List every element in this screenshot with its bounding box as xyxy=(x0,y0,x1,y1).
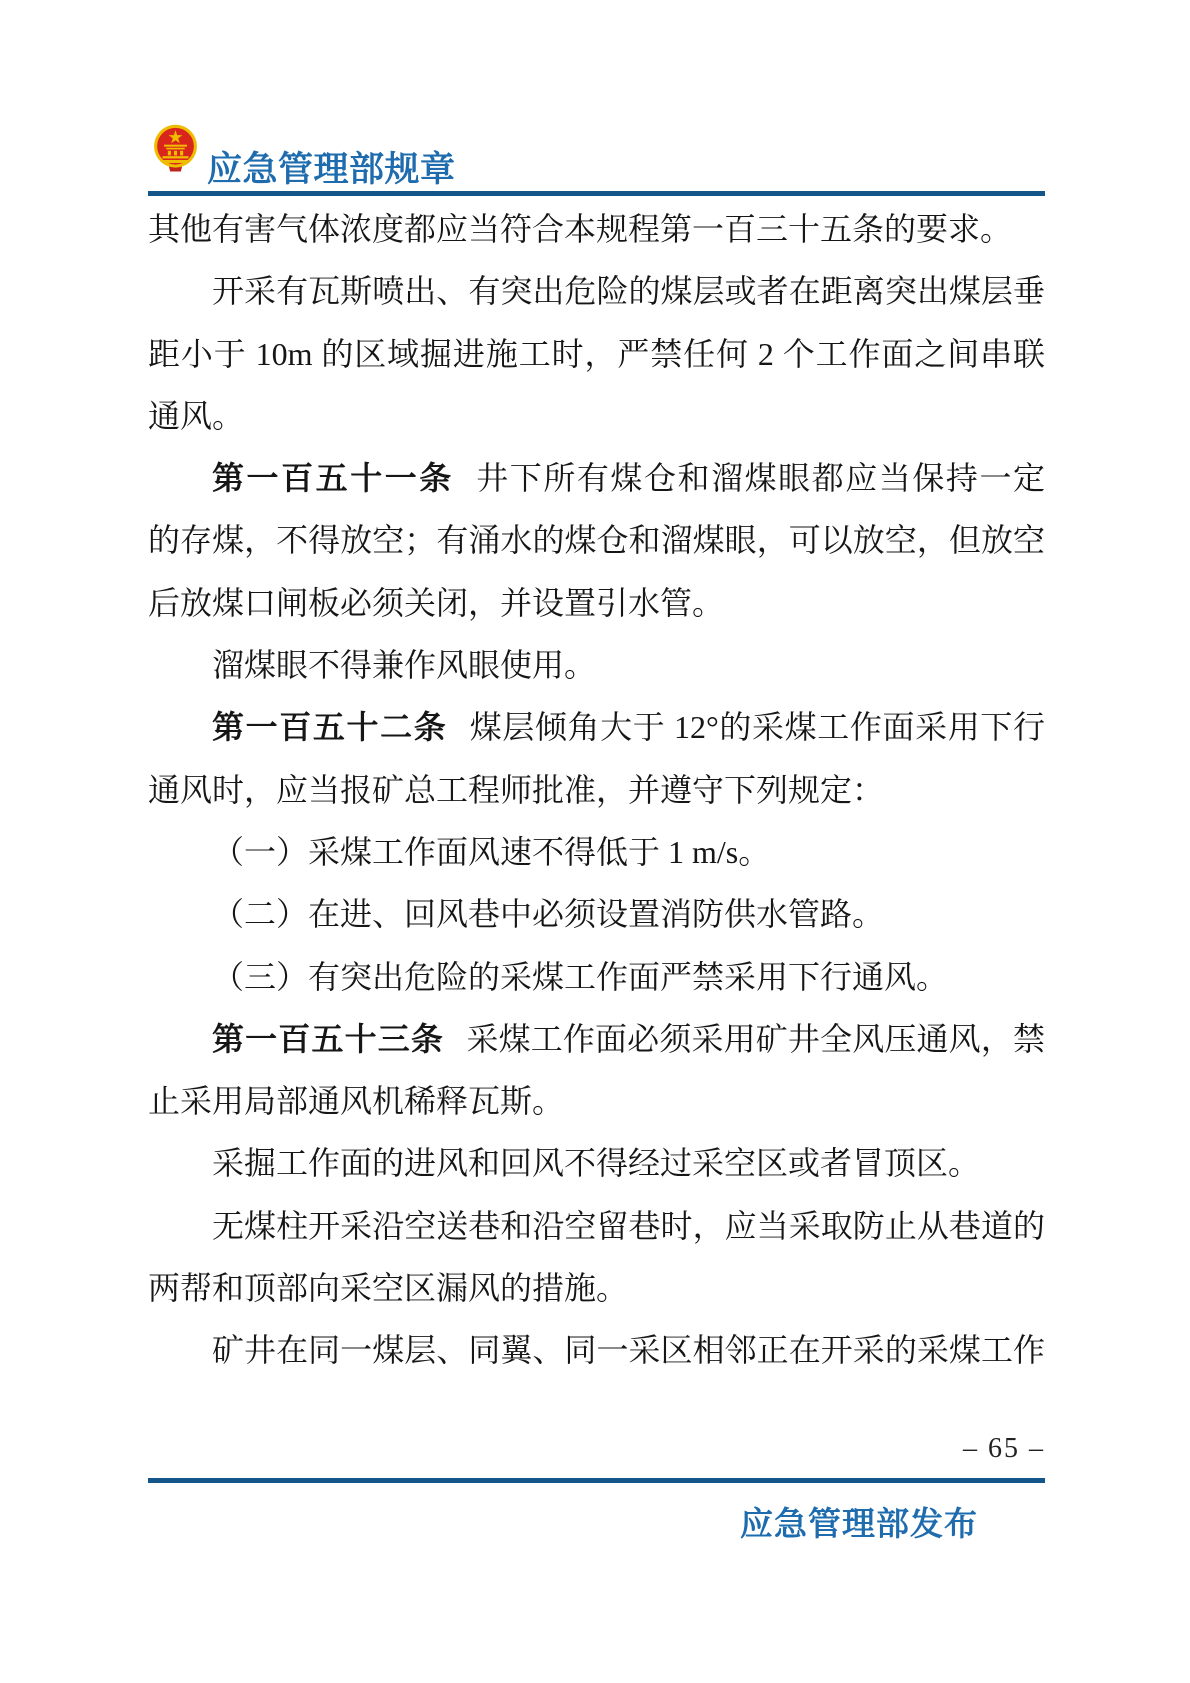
text-segment: 其他有害气体浓度都应当符合本规程第一百三十五条的要求。 xyxy=(148,211,1013,247)
body-line xyxy=(148,323,1045,385)
body-line xyxy=(148,1195,1045,1257)
body-line xyxy=(148,1257,1045,1319)
text-segment: 两帮和顶部向采空区漏风的措施。 xyxy=(148,1270,629,1307)
page-number: – 65 – xyxy=(963,1433,1045,1464)
body-line xyxy=(148,946,1045,1008)
page-title: 应急管理部规章 xyxy=(207,150,456,190)
body-line xyxy=(148,634,1045,696)
text-segment: 井下所有煤仓和溜煤眼都应当保持一定 xyxy=(476,460,1045,497)
body-line xyxy=(148,696,1045,758)
text-segment: （二）在进、回风巷中必须设置消防供水管路。 xyxy=(212,896,885,933)
body-line xyxy=(148,572,1045,634)
body-line xyxy=(148,1132,1045,1194)
text-segment: 溜煤眼不得兼作风眼使用。 xyxy=(212,647,597,684)
text-segment: 通风时，应当报矿总工程师批准，并遵守下列规定： xyxy=(148,771,885,808)
text-segment: 矿井在同一煤层、同翼、同一采区相邻正在开采的采煤工作 xyxy=(212,1332,1045,1369)
text-segment: 采煤工作面必须采用矿井全风压通风，禁 xyxy=(466,1020,1045,1057)
body-line xyxy=(148,759,1045,821)
text-segment: （三）有突出危险的采煤工作面严禁采用下行通风。 xyxy=(212,958,949,995)
text-segment: 距小于 10m 的区域掘进施工时，严禁任何 2 个工作面之间串联 xyxy=(148,335,1045,372)
body-line xyxy=(148,509,1045,571)
body-line xyxy=(148,1008,1045,1070)
body-line xyxy=(148,198,1045,260)
text-segment: （一）采煤工作面风速不得低于 1 m/s。 xyxy=(212,833,771,870)
body-line xyxy=(148,821,1045,883)
body-line xyxy=(148,883,1045,945)
article-number: 第一百五十二条 xyxy=(212,709,448,746)
article-number: 第一百五十一条 xyxy=(212,460,454,497)
document-body xyxy=(148,198,1045,1382)
text-segment: 无煤柱开采沿空送巷和沿空留巷时，应当采取防止从巷道的 xyxy=(212,1207,1045,1244)
header-divider xyxy=(148,191,1045,196)
body-line xyxy=(148,1319,1045,1381)
text-segment: 开采有瓦斯喷出、有突出危险的煤层或者在距离突出煤层垂 xyxy=(212,273,1045,310)
text-segment: 止采用局部通风机稀释瓦斯。 xyxy=(148,1083,565,1120)
body-line xyxy=(148,447,1045,509)
publisher-label: 应急管理部发布 xyxy=(740,1505,978,1542)
body-line xyxy=(148,260,1045,322)
national-emblem-icon xyxy=(151,124,200,173)
text-segment: 后放煤口闸板必须关闭，并设置引水管。 xyxy=(148,584,725,621)
body-line xyxy=(148,1070,1045,1132)
text-segment: 通风。 xyxy=(148,397,245,434)
text-segment: 的存煤，不得放空；有涌水的煤仓和溜煤眼，可以放空，但放空 xyxy=(148,522,1045,559)
footer-divider xyxy=(148,1478,1045,1483)
article-number: 第一百五十三条 xyxy=(212,1020,445,1057)
text-segment: 采掘工作面的进风和回风不得经过采空区或者冒顶区。 xyxy=(212,1145,981,1182)
text-segment: 煤层倾角大于 12°的采煤工作面采用下行 xyxy=(469,709,1045,746)
body-line xyxy=(148,385,1045,447)
